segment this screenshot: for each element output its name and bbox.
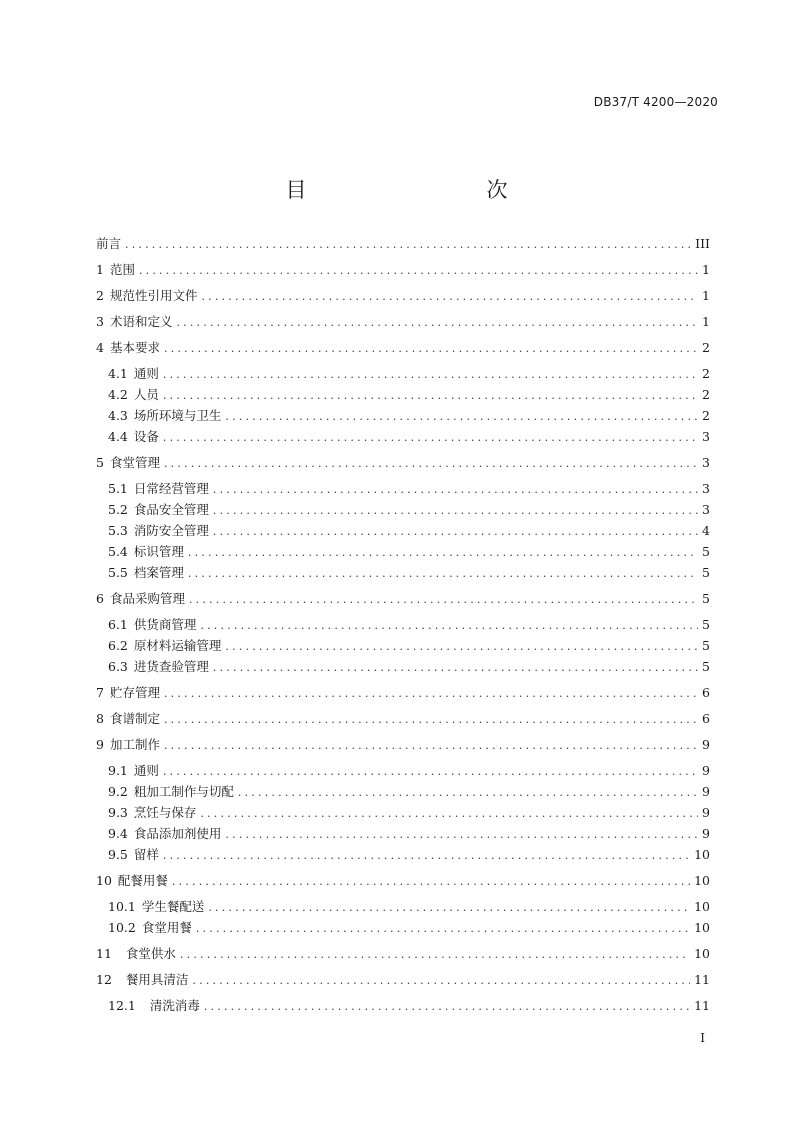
toc-entry-label: 供货商管理 bbox=[133, 617, 197, 632]
toc-entry-page: 2 bbox=[702, 408, 710, 423]
toc-leader-dots bbox=[213, 483, 698, 496]
toc-entry-page: 4 bbox=[702, 523, 710, 538]
toc-entry-page: 5 bbox=[702, 544, 710, 559]
toc-entry-page: 3 bbox=[702, 481, 710, 496]
toc-entry-label: 基本要求 bbox=[109, 340, 160, 355]
toc-entry[interactable] bbox=[108, 782, 710, 800]
toc-entry[interactable] bbox=[108, 406, 710, 424]
toc-entry[interactable] bbox=[96, 338, 710, 356]
page-number: I bbox=[700, 1031, 705, 1045]
toc-entry-page: 11 bbox=[694, 972, 710, 987]
toc-entry-label: 范围 bbox=[109, 262, 135, 277]
toc-entry-page: 5 bbox=[702, 638, 710, 653]
toc-entry-number: 6.3 bbox=[108, 659, 128, 674]
toc-entry[interactable] bbox=[96, 709, 710, 727]
toc-entry-label: 人员 bbox=[133, 387, 159, 402]
toc-entry-number: 4.3 bbox=[108, 408, 128, 423]
toc-title: 目 次 bbox=[285, 178, 554, 202]
toc-entry[interactable] bbox=[96, 453, 710, 471]
toc-entry-label: 通则 bbox=[133, 366, 159, 381]
toc-entry-label: 食谱制定 bbox=[109, 711, 160, 726]
toc-entry[interactable] bbox=[108, 996, 710, 1014]
toc-entry[interactable] bbox=[96, 260, 710, 278]
toc-leader-dots bbox=[188, 546, 698, 559]
toc-entry-label: 进货查验管理 bbox=[133, 659, 209, 674]
toc-entry[interactable] bbox=[108, 761, 710, 779]
toc-leader-dots bbox=[164, 687, 698, 700]
toc-entry-label: 留样 bbox=[133, 847, 159, 862]
toc-entry-number: 4.1 bbox=[108, 366, 128, 381]
toc-leader-dots bbox=[163, 849, 690, 862]
toc-entry[interactable] bbox=[96, 683, 710, 701]
toc-entry-number: 4.2 bbox=[108, 387, 128, 402]
toc-entry-page: 10 bbox=[694, 873, 710, 888]
toc-entry-page: 6 bbox=[702, 711, 710, 726]
toc-entry-label: 前言 bbox=[96, 236, 122, 251]
toc-entry-label: 学生餐配送 bbox=[141, 899, 205, 914]
toc-entry[interactable] bbox=[96, 234, 710, 252]
toc-entry[interactable] bbox=[108, 918, 710, 936]
toc-leader-dots bbox=[213, 525, 698, 538]
toc-entry-number: 6.2 bbox=[108, 638, 128, 653]
toc-entry-number: 9 bbox=[96, 737, 104, 752]
toc-entry-label: 粗加工制作与切配 bbox=[133, 784, 234, 799]
toc-entry-label: 设备 bbox=[133, 429, 159, 444]
toc-entry[interactable] bbox=[108, 479, 710, 497]
toc-entry-page: 2 bbox=[702, 340, 710, 355]
toc-entry[interactable] bbox=[108, 824, 710, 842]
toc-leader-dots bbox=[201, 290, 698, 303]
toc-entry[interactable] bbox=[96, 589, 710, 607]
toc-entry-label: 食品安全管理 bbox=[133, 502, 209, 517]
toc-entry-page: 1 bbox=[702, 314, 710, 329]
toc-entry-number: 5.3 bbox=[108, 523, 128, 538]
toc-entry-number: 10.1 bbox=[108, 899, 136, 914]
toc-entry-page: 3 bbox=[702, 455, 710, 470]
toc-leader-dots bbox=[189, 593, 698, 606]
toc-entry[interactable] bbox=[108, 636, 710, 654]
toc-entry[interactable] bbox=[108, 385, 710, 403]
toc-entry-label: 日常经营管理 bbox=[133, 481, 209, 496]
toc-leader-dots bbox=[200, 619, 698, 632]
toc-entry-number: 11 bbox=[96, 946, 112, 961]
toc-leader-dots bbox=[192, 974, 690, 987]
toc-entry-number: 9.2 bbox=[108, 784, 128, 799]
toc-entry-number: 6.1 bbox=[108, 617, 128, 632]
toc-entry-label: 配餐用餐 bbox=[117, 873, 168, 888]
toc-entry-number: 10.2 bbox=[108, 920, 136, 935]
toc-entry-label: 通则 bbox=[133, 763, 159, 778]
toc-entry[interactable] bbox=[108, 897, 710, 915]
toc-entry-number: 6 bbox=[96, 591, 104, 606]
toc-entry[interactable] bbox=[108, 521, 710, 539]
toc-leader-dots bbox=[163, 368, 698, 381]
toc-entry-number: 12.1 bbox=[108, 998, 136, 1013]
toc-entry-label: 食堂用餐 bbox=[141, 920, 192, 935]
toc-leader-dots bbox=[164, 457, 698, 470]
toc-entry[interactable] bbox=[96, 286, 710, 304]
toc-entry-label: 加工制作 bbox=[109, 737, 160, 752]
toc-entry[interactable] bbox=[96, 871, 710, 889]
toc-entry-label: 食品添加剂使用 bbox=[133, 826, 222, 841]
toc-leader-dots bbox=[180, 948, 690, 961]
toc-entry-page: 11 bbox=[694, 998, 710, 1013]
toc-leader-dots bbox=[225, 410, 698, 423]
toc-entry-label: 食堂供水 bbox=[125, 946, 176, 961]
toc-entry[interactable] bbox=[108, 845, 710, 863]
document-code: DB37/T 4200—2020 bbox=[593, 95, 718, 109]
toc-leader-dots bbox=[204, 1000, 690, 1013]
toc-entry-page: 2 bbox=[702, 387, 710, 402]
toc-entry-page: 9 bbox=[702, 737, 710, 752]
toc-entry-label: 餐用具清洁 bbox=[125, 972, 189, 987]
toc-entry-page: 1 bbox=[702, 262, 710, 277]
toc-entry[interactable] bbox=[108, 803, 710, 821]
toc-entry-label: 标识管理 bbox=[133, 544, 184, 559]
toc-entry-number: 5 bbox=[96, 455, 104, 470]
toc-leader-dots bbox=[225, 640, 698, 653]
toc-entry[interactable] bbox=[96, 312, 710, 330]
toc-entry[interactable] bbox=[96, 944, 710, 962]
toc-leader-dots bbox=[196, 922, 690, 935]
toc-entry-page: 9 bbox=[702, 763, 710, 778]
toc-entry-number: 10 bbox=[96, 873, 112, 888]
toc-entry-number: 9.5 bbox=[108, 847, 128, 862]
toc-leader-dots bbox=[164, 739, 698, 752]
toc-entry-label: 场所环境与卫生 bbox=[133, 408, 222, 423]
toc-entry-page: 9 bbox=[702, 826, 710, 841]
toc-entry[interactable] bbox=[108, 563, 710, 581]
toc-entry-label: 清洗消毒 bbox=[149, 998, 200, 1013]
toc-entry[interactable] bbox=[96, 970, 710, 988]
toc-leader-dots bbox=[172, 875, 690, 888]
toc-entry-page: 10 bbox=[694, 920, 710, 935]
toc-entry-page: 3 bbox=[702, 429, 710, 444]
toc-leader-dots bbox=[163, 431, 698, 444]
toc-entry-label: 术语和定义 bbox=[109, 314, 173, 329]
toc-entry-page: III bbox=[695, 236, 710, 251]
toc-entry-number: 8 bbox=[96, 711, 104, 726]
toc-entry-number: 12 bbox=[96, 972, 112, 987]
toc-entry-label: 原材料运输管理 bbox=[133, 638, 222, 653]
toc-entry-number: 1 bbox=[96, 262, 104, 277]
toc-entry-page: 9 bbox=[702, 805, 710, 820]
toc-entry[interactable] bbox=[108, 364, 710, 382]
toc-entry-page: 10 bbox=[694, 899, 710, 914]
toc-leader-dots bbox=[213, 661, 698, 674]
toc-entry-page: 5 bbox=[702, 565, 710, 580]
toc-entry-page: 9 bbox=[702, 784, 710, 799]
toc-entry-number: 2 bbox=[96, 288, 104, 303]
toc-leader-dots bbox=[176, 316, 698, 329]
toc-entry-number: 9.4 bbox=[108, 826, 128, 841]
toc-entry-number: 3 bbox=[96, 314, 104, 329]
toc-entry-number: 9.3 bbox=[108, 805, 128, 820]
toc-entry-page: 10 bbox=[694, 847, 710, 862]
toc-entry-number: 4 bbox=[96, 340, 104, 355]
toc-leader-dots bbox=[188, 567, 698, 580]
toc-entry[interactable] bbox=[108, 500, 710, 518]
toc-entry-number: 5.4 bbox=[108, 544, 128, 559]
toc-entry-number: 5.5 bbox=[108, 565, 128, 580]
toc-leader-dots bbox=[164, 713, 698, 726]
toc-leader-dots bbox=[125, 238, 691, 251]
toc-leader-dots bbox=[213, 504, 698, 517]
toc-entry-label: 烹饪与保存 bbox=[133, 805, 197, 820]
toc-leader-dots bbox=[139, 264, 698, 277]
toc-entry-page: 2 bbox=[702, 366, 710, 381]
toc-leader-dots bbox=[238, 786, 698, 799]
toc-entry-number: 5.1 bbox=[108, 481, 128, 496]
toc-leader-dots bbox=[200, 807, 698, 820]
toc-entry-label: 贮存管理 bbox=[109, 685, 160, 700]
toc-entry-page: 3 bbox=[702, 502, 710, 517]
toc-entry-label: 档案管理 bbox=[133, 565, 184, 580]
toc-leader-dots bbox=[163, 765, 698, 778]
toc-leader-dots bbox=[163, 389, 698, 402]
toc-entry-number: 9.1 bbox=[108, 763, 128, 778]
toc-entry-page: 6 bbox=[702, 685, 710, 700]
toc-entry-number: 5.2 bbox=[108, 502, 128, 517]
toc-entry-label: 消防安全管理 bbox=[133, 523, 209, 538]
toc-entry-label: 食堂管理 bbox=[109, 455, 160, 470]
toc-entry-number: 4.4 bbox=[108, 429, 128, 444]
toc-entry-page: 5 bbox=[702, 617, 710, 632]
toc-entry[interactable] bbox=[108, 657, 710, 675]
toc-entry-page: 5 bbox=[702, 659, 710, 674]
toc-entry-label: 规范性引用文件 bbox=[109, 288, 198, 303]
toc-entry-page: 10 bbox=[694, 946, 710, 961]
toc-leader-dots bbox=[208, 901, 690, 914]
toc-entry-page: 1 bbox=[702, 288, 710, 303]
toc-entry[interactable] bbox=[96, 735, 710, 753]
toc-entry-page: 5 bbox=[702, 591, 710, 606]
toc-entry[interactable] bbox=[108, 542, 710, 560]
toc-entry[interactable] bbox=[108, 427, 710, 445]
toc-leader-dots bbox=[225, 828, 698, 841]
toc-entry-number: 7 bbox=[96, 685, 104, 700]
toc-entry-label: 食品采购管理 bbox=[109, 591, 185, 606]
toc-leader-dots bbox=[164, 342, 698, 355]
toc-entry[interactable] bbox=[108, 615, 710, 633]
